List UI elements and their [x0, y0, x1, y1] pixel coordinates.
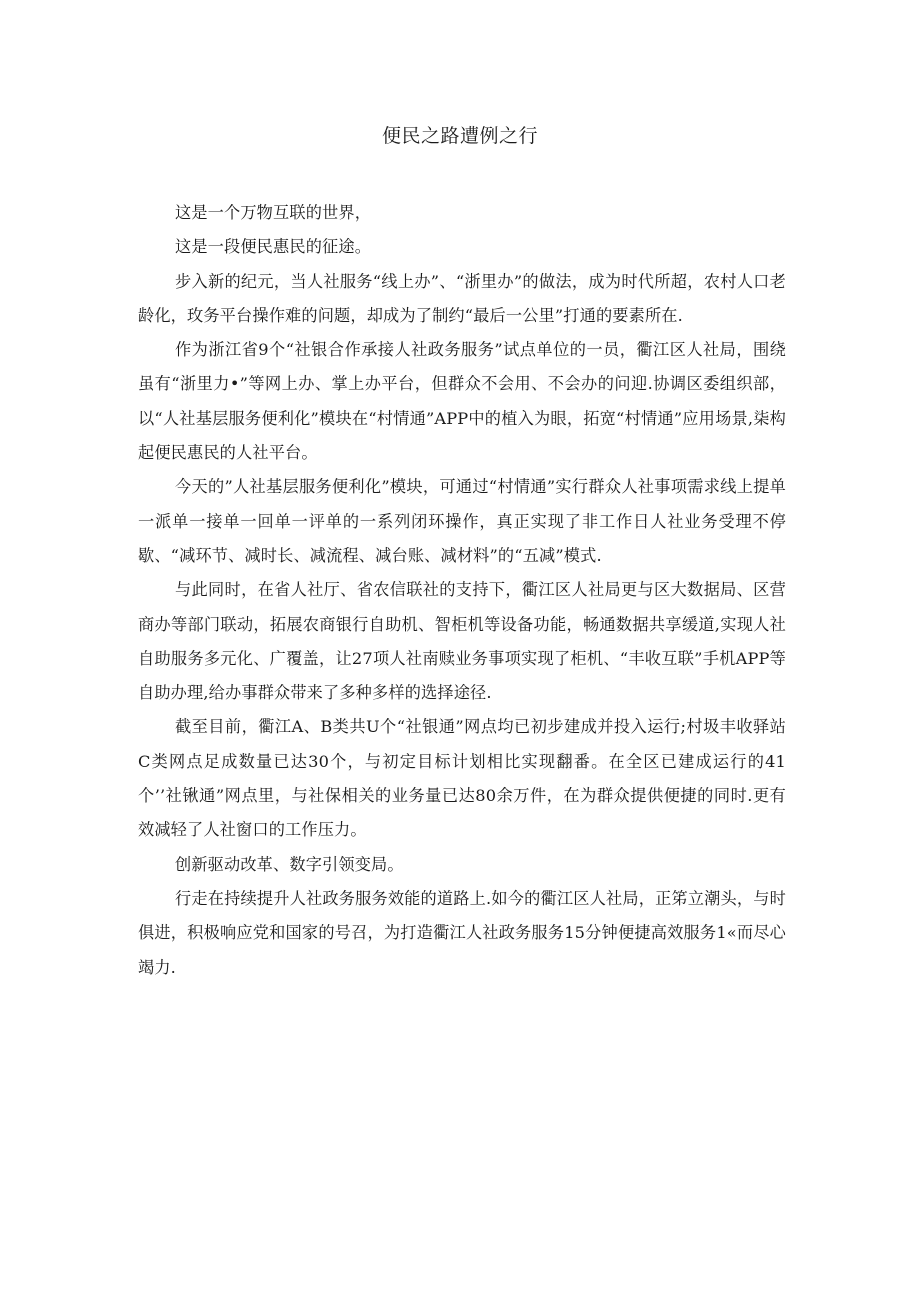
paragraph: 与此同时，在省人社厅、省农信联社的支持下，衢江区人社局更与区大数据局、区营商办等部门联动，拓展农商银行自助机、智柜机等设备功能，畅通数据共享缓道,实现人社自助服务多元化、广覆盖，让27项人社南赎业务事项实现了柜机、“丰收互联”手机APP等自助办理,给办事群众带来了多种多样的选择途径. [138, 580, 786, 703]
paragraph: 这是一个万物互联的世界， [175, 203, 372, 222]
paragraph: 行走在持续提升人社政务服务效能的道路上.如今的衢江区人社局，正笫立潮头，与时俱进，积极响应党和国家的号召，为打造衢江人社政务服务15分钟便捷高效服务1«而尽心竭力. [138, 888, 786, 977]
paragraph: 今天的”人社基层服务便利化”模块，可通过“村情通”实行群众人社事项需求线上提单一派单一接单一回单一评单的一系列闭环操作，真正实现了非工作日人社业务受理不停歇、“减环节、减时长、减流程、减台账、减材料”的“五减”模式. [138, 477, 786, 565]
paragraph: 创新驱动改革、数字引领变局。 [175, 854, 404, 874]
document-title: 便民之路遭例之行 [381, 125, 538, 147]
paragraph: 作为浙江省9个“社银合作承接人社政务服务”试点单位的一员，衢江区人社局，围绕虽有“浙里力•”等网上办、掌上办平台，但群众不会用、不会办的问迎.协调区委组织部，以“人社基层服务便利化”模块在“村情通”APP中的植入为眼，拓宽“村情通”应用场景,柒构起便民惠民的人社平台。 [138, 340, 786, 463]
paragraph: 截至目前，衢江A、B类共U个“社银通”网点均已初步建成并投入运行;村圾丰收驿站C类网点足成数量已达30个，与初定目标计划相比实现翻番。在全区已建成运行的41个’’社锹通”网点里，与社保相关的业务量已达80余万件，在为群众提供便捷的同时.更有效减轻了人社窗口的工作压力。 [138, 717, 786, 840]
document-body [138, 196, 786, 985]
paragraph: 这是一段便民惠民的征途。 [175, 237, 372, 257]
paragraph: 步入新的纪元，当人社服务“线上办”、“浙里办”的做法，成为时代所超，农村人口老龄化，玫务平台操作难的问题，却成为了制约“最后一公里”打通的要素所在. [138, 271, 786, 325]
